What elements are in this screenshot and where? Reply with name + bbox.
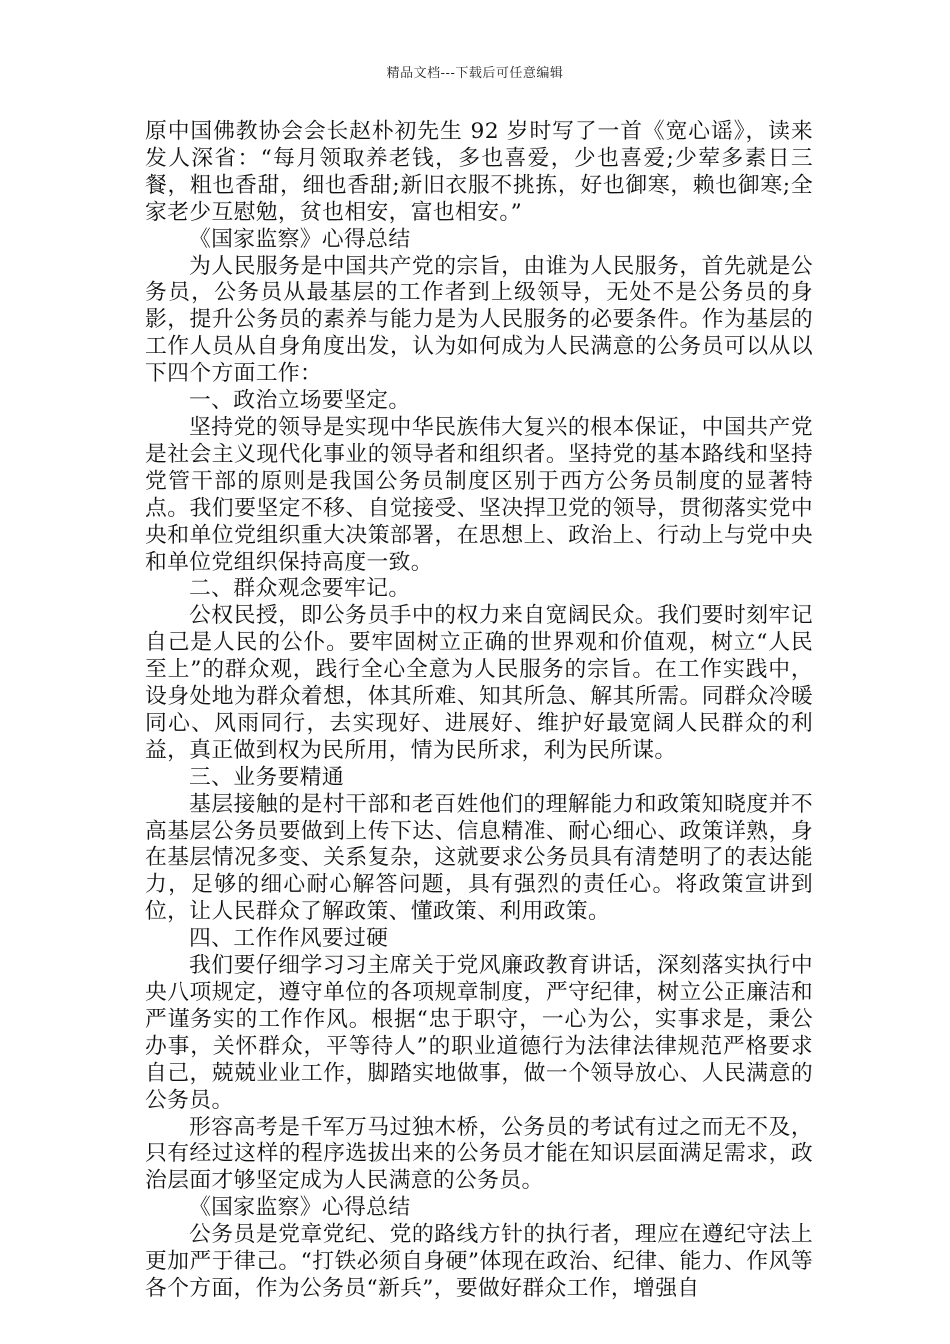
paragraph: 公权民授，即公务员手中的权力来自宽阔民众。我们要时刻牢记自己是人民的公仆。要牢固树立正确的世界观和价值观，树立“人民至上”的群众观，践行全心全意为人民服务的宗旨。在工作实践中，设身处地为群众着想，体其所难、知其所急、解其所需。同群众冷暖同心、风雨同行，去实现好、进展好、维护好最宽阔人民群众的利益，真正做到权为民所用，情为民所求，利为民所谋。: [145, 603, 813, 763]
section-heading-3: 三、业务要精通: [189, 764, 345, 790]
paragraph: 基层接触的是村干部和老百姓他们的理解能力和政策知晓度并不高基层公务员要做到上传下达、信息精准、耐心细心、政策详熟，身在基层情况多变、关系复杂，这就要求公务员具有清楚明了的表达能力，足够的细心耐心解答问题，具有强烈的责任心。将政策宣讲到位，让人民群众了解政策、懂政策、利用政策。: [145, 791, 813, 925]
paragraph-intro: 原中国佛教协会会长赵朴初先生 92 岁时写了一首《宽心谣》，读来发人深省：“每月领取养老钱，多也喜爱，少也喜爱;少荤多素日三餐，粗也香甜，细也香甜;新旧衣服不挑拣，好也御寒，赖也御寒;全家老少互慰勉，贫也相安，富也相安。”: [145, 119, 813, 225]
paragraph: 公务员是党章党纪、党的路线方针的执行者，理应在遵纪守法上更加严于律己。“打铁必须自身硬”体现在政治、纪律、能力、作风等各个方面，作为公务员“新兵”，要做好群众工作，增强自: [145, 1222, 813, 1301]
section-title: 《国家监察》心得总结: [189, 1195, 411, 1221]
page-header: 精品文档---下载后可任意编辑: [386, 66, 564, 81]
document-body: [145, 119, 813, 1303]
paragraph: 形容高考是千军万马过独木桥，公务员的考试有过之而无不及，只有经过这样的程序选拔出来的公务员才能在知识层面满足需求，政治层面才够坚定成为人民满意的公务员。: [145, 1114, 813, 1194]
section-heading-2: 二、群众观念要牢记。: [189, 576, 411, 602]
section-heading-1: 一、政治立场要坚定。: [189, 388, 411, 414]
paragraph: 为人民服务是中国共产党的宗旨，由谁为人民服务，首先就是公务员，公务员从最基层的工作者到上级领导，无处不是公务员的身影，提升公务员的素养与能力是为人民服务的必要条件。作为基层的工作人员从自身角度出发，认为如何成为人民满意的公务员可以从以下四个方面工作：: [145, 253, 813, 387]
section-title: 《国家监察》心得总结: [189, 226, 411, 252]
section-heading-4: 四、工作作风要过硬: [189, 926, 389, 952]
paragraph: 我们要仔细学习习主席关于党风廉政教育讲话，深刻落实执行中央八项规定，遵守单位的各项规章制度，严守纪律，树立公正廉洁和严谨务实的工作作风。根据“忠于职守，一心为公，实事求是，秉公办事，关怀群众，平等待人”的职业道德行为法律法律规范严格要求自己，兢兢业业工作，脚踏实地做事，做一个领导放心、人民满意的公务员。: [145, 953, 813, 1113]
paragraph: 坚持党的领导是实现中华民族伟大复兴的根本保证，中国共产党是社会主义现代化事业的领导者和组织者。坚持党的基本路线和坚持党管干部的原则是我国公务员制度区别于西方公务员制度的显著特点。我们要坚定不移、自觉接受、坚决捍卫党的领导，贯彻落实党中央和单位党组织重大决策部署，在思想上、政治上、行动上与党中央和单位党组织保持高度一致。: [145, 414, 813, 575]
